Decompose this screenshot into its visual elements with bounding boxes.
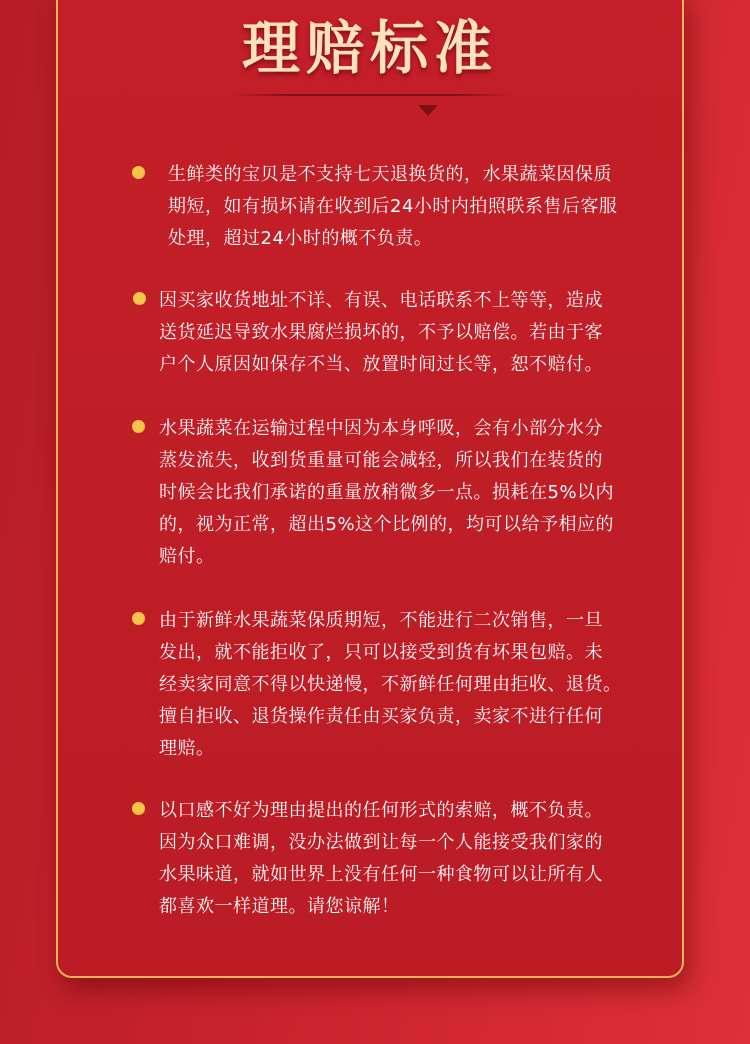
- claims-rule-line: 生鲜类的宝贝是不支持七天退换货的，水果蔬菜因保质: [168, 164, 612, 185]
- claims-rule-line: 理赔。: [159, 738, 215, 759]
- claims-rule-line: 发出，就不能拒收了，只可以接受到货有坏果包赔。未: [159, 642, 603, 663]
- bullet-dot-icon: [132, 802, 145, 815]
- claims-rule-line: 户个人原因如保存不当、放置时间过长等，恕不赔付。: [159, 354, 603, 375]
- claims-rule-line: 擅自拒收、退货操作责任由买家负责，卖家不进行任何: [159, 706, 603, 727]
- claims-rule-line: 处理，超过24小时的概不负责。: [168, 228, 433, 249]
- claims-rule-1: [168, 159, 688, 255]
- claims-rule-line: 水果蔬菜在运输过程中因为本身呼吸，会有小部分水分: [159, 418, 603, 439]
- title-divider: [232, 94, 512, 96]
- claims-rule-line: 由于新鲜水果蔬菜保质期短，不能进行二次销售，一旦: [159, 610, 603, 631]
- claims-rule-line: 经卖家同意不得以快递慢，不新鲜任何理由拒收、退货。: [159, 674, 622, 695]
- claims-rule-line: 因为众口难调，没办法做到让每一个人能接受我们家的: [159, 832, 603, 853]
- claims-rule-line: 蒸发流失，收到货重量可能会减轻，所以我们在装货的: [159, 450, 603, 471]
- claims-rule-line: 赔付。: [159, 546, 215, 567]
- claims-rule-line: 期短，如有损坏请在收到后24小时内拍照联系售后客服: [168, 196, 618, 217]
- page-title: 理赔标准: [241, 14, 498, 82]
- claims-rule-line: 时候会比我们承诺的重量放稍微多一点。损耗在5%以内: [159, 482, 615, 503]
- claims-rule-line: 都喜欢一样道理。请您谅解！: [159, 896, 400, 917]
- claims-card: [56, 0, 684, 978]
- claims-rule-4: [159, 605, 689, 765]
- bullet-dot-icon: [133, 292, 146, 305]
- claims-rule-line: 送货延迟导致水果腐烂损坏的，不予以赔偿。若由于客: [159, 322, 603, 343]
- claims-rule-line: 因买家收货地址不详、有误、电话联系不上等等，造成: [159, 290, 603, 311]
- claims-rule-line: 以口感不好为理由提出的任何形式的索赔，概不负责。: [159, 800, 603, 821]
- bullet-dot-icon: [132, 420, 145, 433]
- claims-rule-5: [159, 795, 689, 923]
- claims-rule-line: 的，视为正常，超出5%这个比例的，均可以给予相应的: [159, 514, 615, 535]
- claims-rule-line: 水果味道，就如世界上没有任何一种食物可以让所有人: [159, 864, 603, 885]
- claims-rule-2: [159, 285, 689, 381]
- bullet-dot-icon: [132, 612, 145, 625]
- down-triangle-icon: [418, 105, 438, 116]
- claims-rule-3: [159, 413, 689, 573]
- bullet-dot-icon: [132, 166, 145, 179]
